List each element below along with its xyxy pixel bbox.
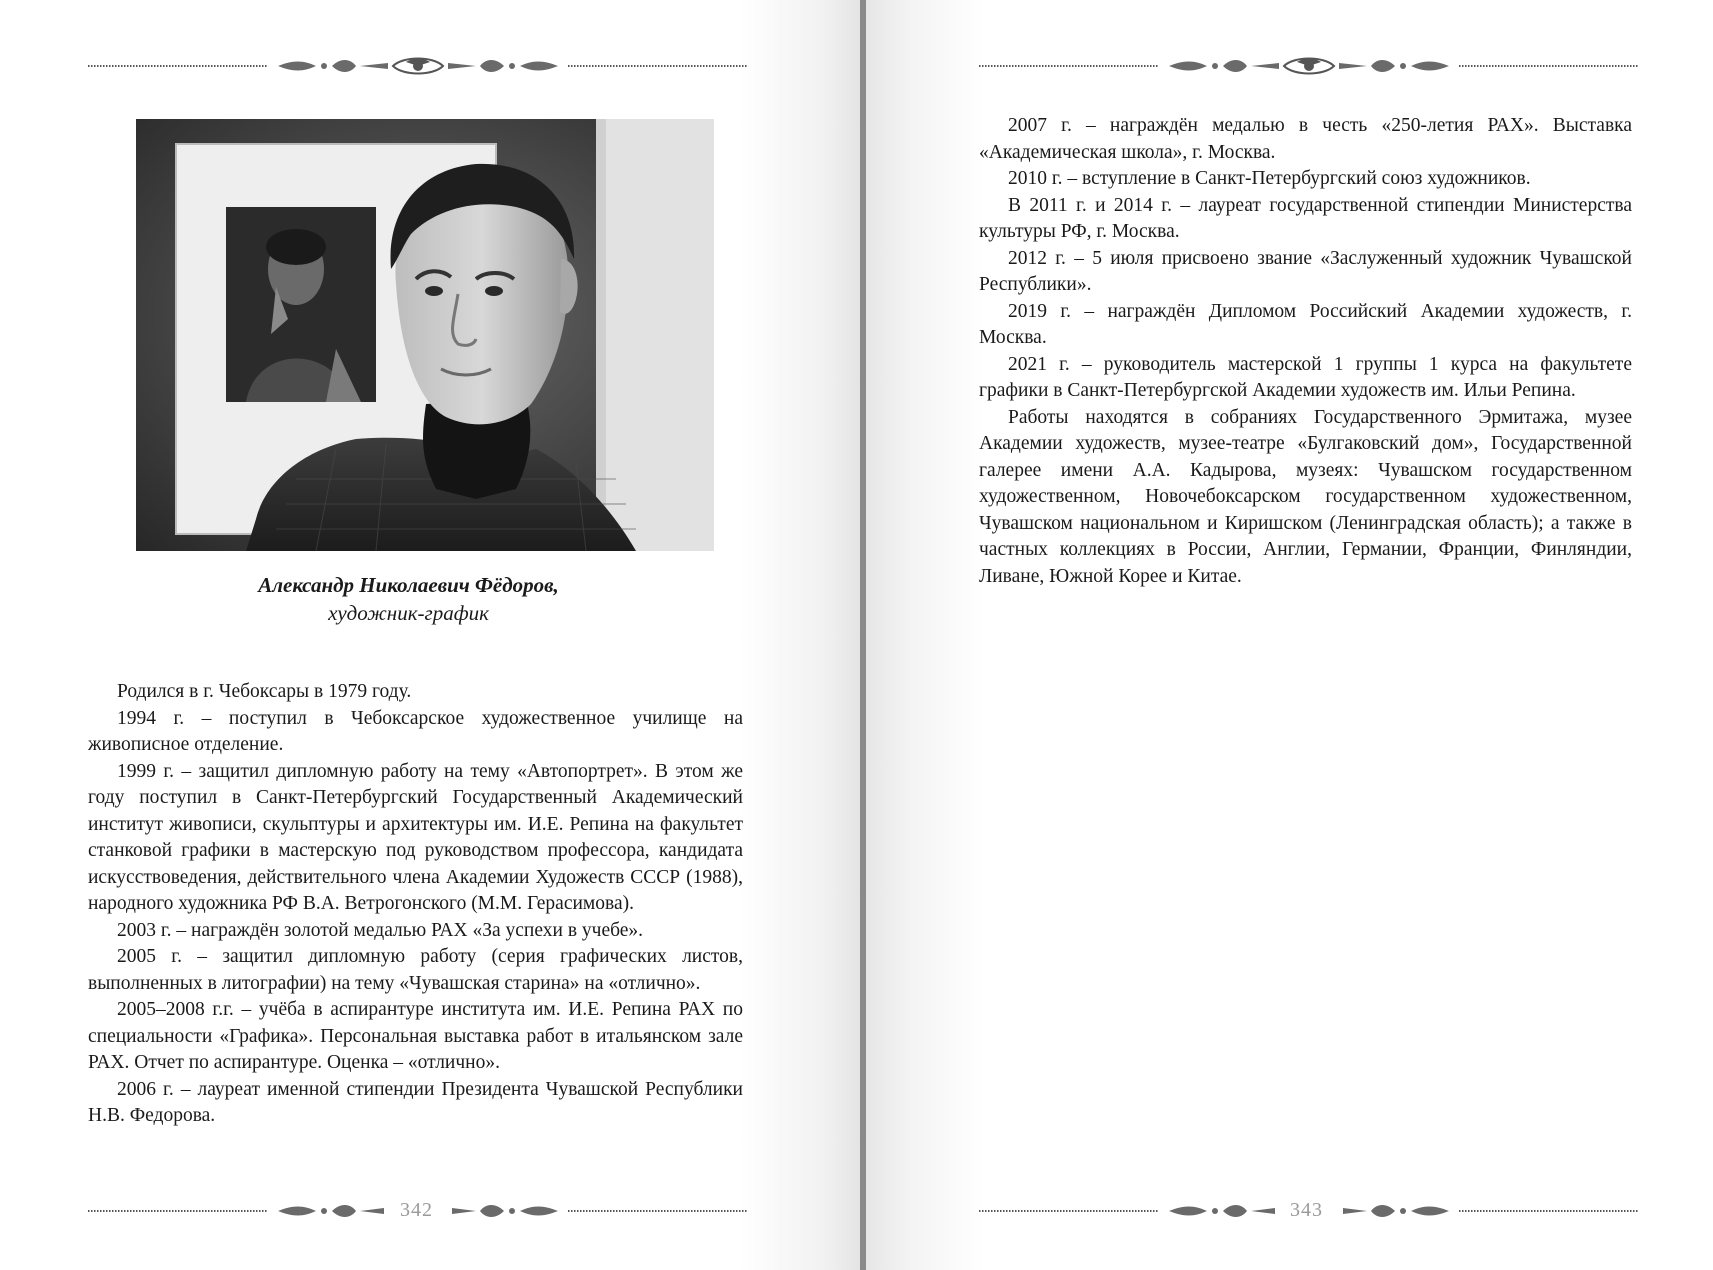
paragraph: 1999 г. – защитил дипломную работу на тему «Автопортрет». В этом же году поступил в Санкт-Петербургский Государственный Академический институт живописи, скульптуры и архитектуры им. И.Е. Репина на факультет станковой графики в мастерскую под руководством профессора, кандидата искусствоведения, действительного члена Академии Художеств СССР (1988), народного художника РФ В.А. Ветрогонского (М.М. Герасимова). (88, 760, 743, 914)
biography-text-left (88, 679, 743, 1130)
artist-name-caption: Александр Николаевич Фёдоров, (258, 573, 559, 597)
paragraph: 2007 г. – награждён медалью в честь «250-летия РАХ». Выставка «Академическая школа», г. Москва. (979, 115, 1632, 163)
page-number: 343 (1290, 1199, 1323, 1221)
artist-portrait-photo (136, 119, 714, 551)
paragraph: 2005–2008 г.г. – учёба в аспирантуре института им. И.Е. Репина РАХ по специальности «Графика». Персональная выставка работ в итальянском зале РАХ. Отчет по аспирантуре. Оценка – «отлично». (88, 999, 743, 1073)
paragraph: 1994 г. – поступил в Чебоксарское художественное училище на живописное отделение. (88, 707, 743, 755)
biography-text-right (979, 113, 1632, 590)
paragraph: Работы находятся в собраниях Государственного Эрмитажа, музее Академии художеств, музее-театре «Булгаковский дом», Государственной галерее имени А.А. Кадырова, музеях: Чувашском государственном художественном, Новочебоксарском государственном художественном, Чувашском национальном и Киришском (Ленинградская область); а также в частных коллекциях в России, Англии, Германии, Франции, Финляндии, Ливане, Южной Корее и Китае. (979, 406, 1632, 587)
paragraph: 2005 г. – защитил дипломную работу (серия графических листов, выполненных в литографии) на тему «Чувашская старина» на «отлично». (88, 946, 743, 994)
paragraph: 2010 г. – вступление в Санкт-Петербургский союз художников. (1008, 168, 1531, 189)
header-ornament (979, 56, 1639, 76)
artist-role-caption: художник-график (328, 601, 489, 625)
right-page (866, 0, 1713, 1270)
paragraph: 2006 г. – лауреат именной стипендии Президента Чувашской Республики Н.В. Федорова. (88, 1078, 743, 1126)
header-ornament (88, 56, 748, 76)
paragraph: Родился в г. Чебоксары в 1979 году. (117, 681, 412, 702)
page-number: 342 (400, 1199, 433, 1221)
paragraph: 2003 г. – награждён золотой медалью РАХ «За успехи в учебе». (117, 919, 644, 941)
paragraph: В 2011 г. и 2014 г. – лауреат государственной стипендии Министерства культуры РФ, г. Москва. (979, 194, 1632, 242)
paragraph: 2012 г. – 5 июля присвоено звание «Заслуженный художник Чувашской Республики». (979, 247, 1632, 295)
paragraph: 2021 г. – руководитель мастерской 1 группы 1 курса на факультете графики в Санкт-Петербургской Академии художеств им. Ильи Репина. (979, 353, 1632, 401)
paragraph: 2019 г. – награждён Дипломом Российский Академии художеств, г. Москва. (979, 300, 1632, 348)
